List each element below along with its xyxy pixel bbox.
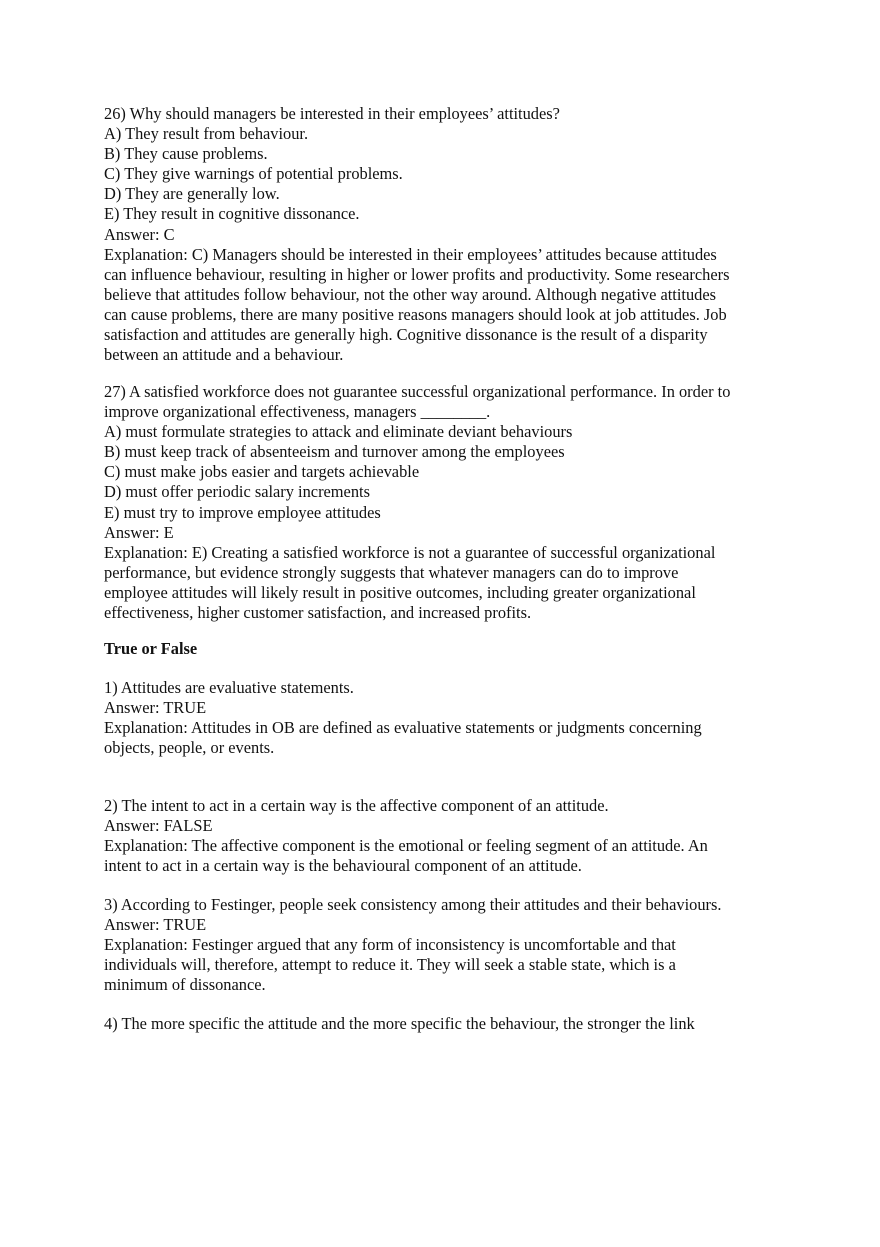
text-line: Explanation: C) Managers should be interested in their employees’ attitudes because attitudes [104, 244, 717, 264]
text-line: between an attitude and a behaviour. [104, 345, 344, 365]
text-line: B) They cause problems. [104, 144, 268, 164]
text-line: 3) According to Festinger, people seek consistency among their attitudes and their behaviours. [104, 895, 722, 914]
text-line: 1) Attitudes are evaluative statements. [104, 678, 354, 697]
text-line: E) must try to improve employee attitudes [104, 502, 381, 522]
text-line: True or False [104, 639, 198, 658]
question-block-q26 [104, 104, 804, 365]
text-line: believe that attitudes follow behaviour, not the other way around. Although negative attitudes [104, 284, 717, 304]
text-line: Explanation: Attitudes in OB are defined as evaluative statements or judgments concerning [104, 718, 702, 738]
section-heading [104, 639, 804, 659]
text-line: effectiveness, higher customer satisfaction, and increased profits. [104, 603, 532, 623]
text-line: A) must formulate strategies to attack and eliminate deviant behaviours [104, 422, 573, 442]
text-line: Answer: FALSE [104, 816, 213, 836]
question-block-q27 [104, 382, 804, 623]
text-line: individuals will, therefore, attempt to reduce it. They will seek a stable state, which is a [104, 955, 676, 975]
text-line: improve organizational effectiveness, managers ________. [104, 402, 491, 422]
text-line: C) must make jobs easier and targets achievable [104, 462, 420, 482]
text-line: satisfaction and attitudes are generally high. Cognitive dissonance is the result of a disparity [104, 325, 708, 345]
text-line: 27) A satisfied workforce does not guarantee successful organizational performance. In order to [104, 382, 731, 401]
text-line: A) They result from behaviour. [104, 124, 309, 144]
text-line: Answer: TRUE [104, 698, 207, 718]
question-block-tf2 [104, 796, 804, 876]
text-line: Answer: TRUE [104, 915, 207, 935]
text-line: minimum of dissonance. [104, 975, 266, 995]
text-line: 2) The intent to act in a certain way is the affective component of an attitude. [104, 796, 609, 815]
text-line: D) must offer periodic salary increments [104, 482, 370, 502]
text-line: C) They give warnings of potential problems. [104, 164, 403, 184]
text-line: Explanation: E) Creating a satisfied workforce is not a guarantee of successful organizational [104, 542, 716, 562]
text-line: 4) The more specific the attitude and the more specific the behaviour, the stronger the link [104, 1014, 695, 1033]
question-block-tf4 [104, 1014, 804, 1034]
text-line: B) must keep track of absenteeism and turnover among the employees [104, 442, 565, 462]
text-line: Explanation: Festinger argued that any form of inconsistency is uncomfortable and that [104, 935, 676, 955]
text-line: Answer: E [104, 522, 174, 542]
text-line: Answer: C [104, 224, 175, 244]
text-line: D) They are generally low. [104, 184, 280, 204]
question-block-tf1 [104, 678, 804, 758]
text-line: E) They result in cognitive dissonance. [104, 204, 360, 224]
text-line: 26) Why should managers be interested in their employees’ attitudes? [104, 104, 560, 123]
text-line: can influence behaviour, resulting in higher or lower profits and productivity. Some researchers [104, 264, 730, 284]
text-line: performance, but evidence strongly suggests that whatever managers can do to improve [104, 562, 679, 582]
text-line: can cause problems, there are many positive reasons managers should look at job attitudes. Job [104, 304, 727, 324]
text-line: objects, people, or events. [104, 738, 275, 758]
text-line: Explanation: The affective component is the emotional or feeling segment of an attitude. An [104, 836, 708, 856]
text-line: intent to act in a certain way is the behavioural component of an attitude. [104, 856, 582, 876]
text-line: employee attitudes will likely result in positive outcomes, including greater organizational [104, 582, 696, 602]
question-block-tf3 [104, 895, 804, 995]
